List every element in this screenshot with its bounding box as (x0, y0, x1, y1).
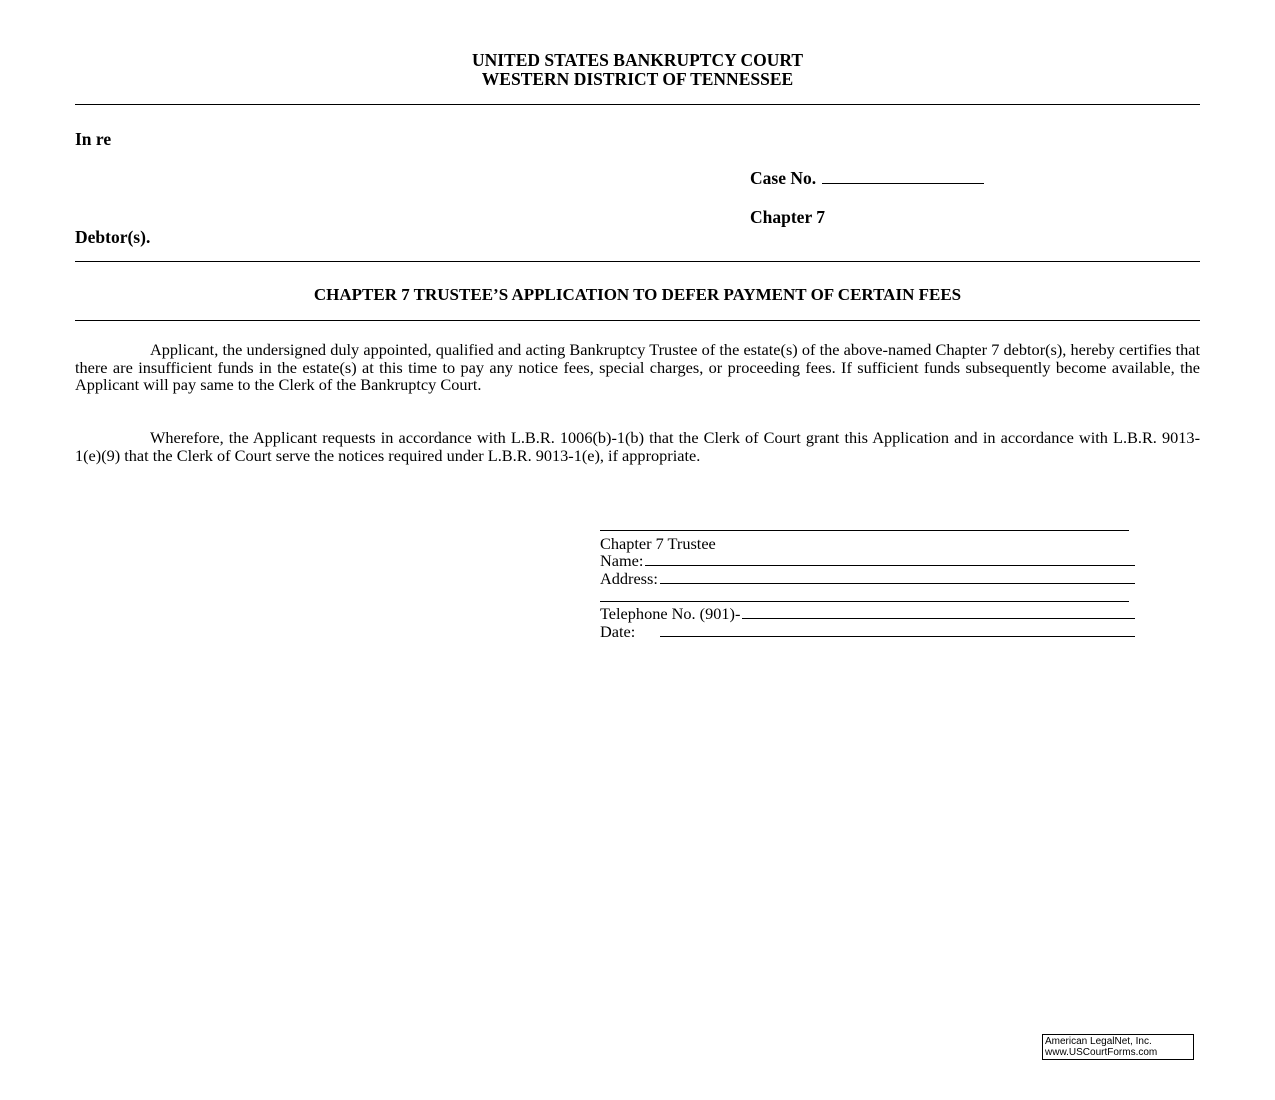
address-field-line2[interactable] (600, 588, 1129, 602)
certification-paragraph: Applicant, the undersigned duly appointed, qualified and acting Bankruptcy Trustee of the estate(s) of the above-named Chapter 7 debtor(s), hereby certifies that there are insufficient funds in the estate(s) at this time to pay any notice fees, special charges, or proceeding fees. If sufficient funds subsequently become available, the Applicant will pay same to the Clerk of the Bankruptcy Court. (75, 340, 1200, 395)
in-re-label: In re (75, 129, 112, 149)
publisher-name: American LegalNet, Inc. (1045, 1036, 1152, 1047)
name-field[interactable] (645, 552, 1135, 566)
divider (75, 320, 1200, 321)
case-no-field[interactable] (822, 169, 984, 184)
divider (75, 261, 1200, 262)
publisher-url: www.USCourtForms.com (1045, 1047, 1158, 1058)
divider (75, 104, 1200, 105)
date-field[interactable] (660, 623, 1135, 637)
signature-block (600, 517, 1135, 641)
case-number (750, 168, 984, 189)
signature-line[interactable] (600, 517, 1129, 531)
trustee-role: Chapter 7 Trustee (600, 533, 716, 553)
debtors-label: Debtor(s). (75, 227, 151, 247)
name-label: Name: (600, 551, 644, 571)
address-label: Address: (600, 569, 658, 589)
chapter-label: Chapter 7 (750, 207, 826, 227)
telephone-field[interactable] (742, 605, 1135, 619)
telephone-label: Telephone No. (901)- (600, 604, 741, 624)
district-name: WESTERN DISTRICT OF TENNESSEE (481, 69, 794, 89)
case-no-label: Case No. (750, 168, 817, 188)
date-label: Date: (600, 622, 636, 642)
document-title: CHAPTER 7 TRUSTEE’S APPLICATION TO DEFER PAYMENT OF CERTAIN FEES (313, 285, 962, 304)
request-paragraph: Wherefore, the Applicant requests in accordance with L.B.R. 1006(b)-1(b) that the Clerk of Court grant this Application and in accordance with L.B.R. 9013-1(e)(9) that the Clerk of Court serve the notices required under L.B.R. 9013-1(e), if appropriate. (75, 428, 1200, 465)
address-field[interactable] (660, 570, 1135, 584)
publisher-stamp (1042, 1034, 1194, 1060)
court-name: UNITED STATES BANKRUPTCY COURT (471, 50, 804, 70)
